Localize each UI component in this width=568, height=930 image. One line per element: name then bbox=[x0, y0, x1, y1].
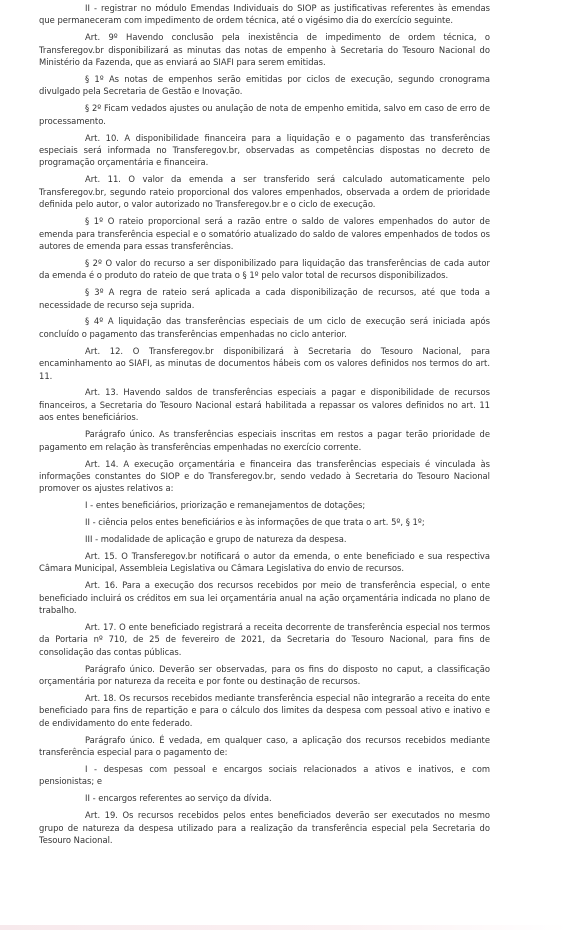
paragraph: Art. 16. Para a execução dos recursos recebidos por meio de transferência especial, o ente beneficiado incluirá os créditos em sua lei orçamentária anual na ação orçamentária indicada no plano de trabalho. bbox=[39, 580, 490, 616]
paragraph: Art. 12. O Transferegov.br disponibilizará à Secretaria do Tesouro Nacional, para encaminhamento ao SIAFI, as minutas de documentos hábeis com os valores definidos nos termos do art. 11. bbox=[39, 345, 490, 381]
page-bottom-strip bbox=[0, 925, 568, 930]
paragraph: Art. 13. Havendo saldos de transferências especiais a pagar e disponibilidade de recursos financeiros, a Secretaria do Tesouro Nacional estará habilitada a repassar os valores definidos no art. 11 aos entes beneficiários. bbox=[39, 387, 490, 423]
paragraph: Art. 9º Havendo conclusão pela inexistência de impedimento de ordem técnica, o Transferegov.br disponibilizará as minutas das notas de empenho à Secretaria do Tesouro Nacional do Ministério da Fazenda, que as enviará ao SIAFI para serem emitidas. bbox=[39, 32, 490, 68]
paragraph: § 2º O valor do recurso a ser disponibilizado para liquidação das transferências de cada autor da emenda é o produto do rateio de que trata o § 1º pelo valor total de recursos disponibilizados. bbox=[39, 257, 490, 281]
paragraph: Art. 11. O valor da emenda a ser transferido será calculado automaticamente pelo Transferegov.br, segundo rateio proporcional dos valores empenhados, observada a ordem de prioridade definida pelo autor, o valor autorizado no Transferegov.br e o ciclo de execução. bbox=[39, 174, 490, 210]
paragraph: § 2º Ficam vedados ajustes ou anulação de nota de empenho emitida, salvo em caso de erro de processamento. bbox=[39, 103, 490, 126]
list-item: I - despesas com pessoal e encargos sociais relacionados a ativos e inativos, e com pensionistas; e bbox=[39, 764, 490, 787]
list-item: I - entes beneficiários, priorização e remanejamentos de dotações; bbox=[85, 500, 366, 511]
document-body bbox=[39, 2, 490, 846]
paragraph: § 1º O rateio proporcional será a razão entre o saldo de valores empenhados do autor de emenda para transferência especial e o somatório atualizado do saldo de valores empenhados de todos os autores de emenda para essas transferências. bbox=[39, 216, 490, 251]
paragraph: Art. 10. A disponibilidade financeira para a liquidação e o pagamento das transferências especiais será informada no Transferegov.br, observadas as competências dispostas no decreto de programação orçamentária e financeira. bbox=[39, 132, 490, 168]
paragraph: § 3º A regra de rateio será aplicada a cada disponibilização de recursos, até que toda a necessidade de recurso seja suprida. bbox=[39, 287, 490, 310]
paragraph: II - registrar no módulo Emendas Individuais do SIOP as justificativas referentes às emendas que permaneceram com impedimento de ordem técnica, até o vigésimo dia do exercício seguinte. bbox=[39, 3, 490, 26]
paragraph: § 1º As notas de empenhos serão emitidas por ciclos de execução, segundo cronograma divulgado pela Secretaria de Gestão e Inovação. bbox=[39, 74, 490, 97]
list-item: II - ciência pelos entes beneficiários e às informações de que trata o art. 5º, § 1º; bbox=[85, 517, 425, 528]
paragraph: Art. 15. O Transferegov.br notificará o autor da emenda, o ente beneficiado e sua respectiva Câmara Municipal, Assembleia Legislativa ou Câmara Legislativa do envio de recursos. bbox=[39, 550, 490, 574]
paragraph: § 4º A liquidação das transferências especiais de um ciclo de execução será iniciada após concluído o pagamento das transferências empenhadas no ciclo anterior. bbox=[39, 316, 490, 339]
list-item: III - modalidade de aplicação e grupo de natureza da despesa. bbox=[85, 534, 347, 545]
paragraph: Art. 19. Os recursos recebidos pelos entes beneficiados deverão ser executados no mesmo grupo de natureza da despesa utilizado para a realização da transferência especial pela Secretaria do Tesouro Nacional. bbox=[39, 810, 490, 846]
paragraph: Art. 14. A execução orçamentária e financeira das transferências especiais é vinculada às informações constantes do SIOP e do Transferegov.br, sendo vedado à Secretaria do Tesouro Nacional promover os ajustes relativos a: bbox=[39, 458, 490, 494]
paragraph: Art. 18. Os recursos recebidos mediante transferência especial não integrarão a receita do ente beneficiado para fins de repartição e para o cálculo dos limites da despesa com pessoal ativo e inativo e de endividamento do ente federado. bbox=[39, 693, 490, 728]
paragraph: Parágrafo único. As transferências especiais inscritas em restos a pagar terão prioridade de pagamento em relação às transferências empenhadas no exercício corrente. bbox=[39, 429, 490, 452]
paragraph: Parágrafo único. É vedada, em qualquer caso, a aplicação dos recursos recebidos mediante transferência especial para o pagamento de: bbox=[39, 734, 490, 758]
paragraph: Parágrafo único. Deverão ser observadas, para os fins do disposto no caput, a classificação orçamentária por natureza da receita e por fonte ou destinação de recursos. bbox=[39, 663, 490, 687]
paragraph: Art. 17. O ente beneficiado registrará a receita decorrente de transferência especial nos termos da Portaria nº 710, de 25 de fevereiro de 2021, da Secretaria do Tesouro Nacional, para fins de consolidação das contas públicas. bbox=[39, 621, 490, 657]
list-item: II - encargos referentes ao serviço da dívida. bbox=[85, 793, 272, 804]
